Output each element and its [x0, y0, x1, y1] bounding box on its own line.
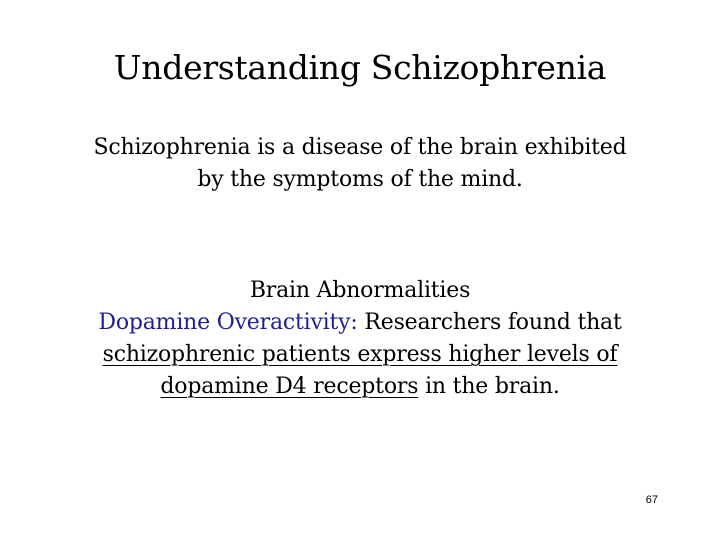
section-heading: Brain Abnormalities	[249, 278, 471, 303]
slide-title: Understanding Schizophrenia	[113, 48, 607, 87]
dopamine-line-2[interactable]: schizophrenic patients express higher levels of	[102, 342, 618, 367]
page-number: 67	[645, 494, 658, 506]
dopamine-line-3-rest: in the brain.	[418, 374, 560, 399]
intro-line-2: by the symptoms of the mind.	[197, 167, 523, 192]
dopamine-d4-link[interactable]: dopamine D4 receptors	[160, 374, 419, 399]
intro-line-1: Schizophrenia is a disease of the brain exhibited	[93, 135, 627, 160]
dopamine-line-1	[30, 307, 690, 339]
intro-paragraph	[30, 132, 690, 196]
dopamine-overactivity-label: Dopamine Overactivity:	[98, 310, 358, 335]
dopamine-line-1-rest: Researchers found that	[357, 310, 622, 335]
dopamine-line-3	[30, 371, 690, 403]
dopamine-paragraph	[30, 275, 690, 403]
